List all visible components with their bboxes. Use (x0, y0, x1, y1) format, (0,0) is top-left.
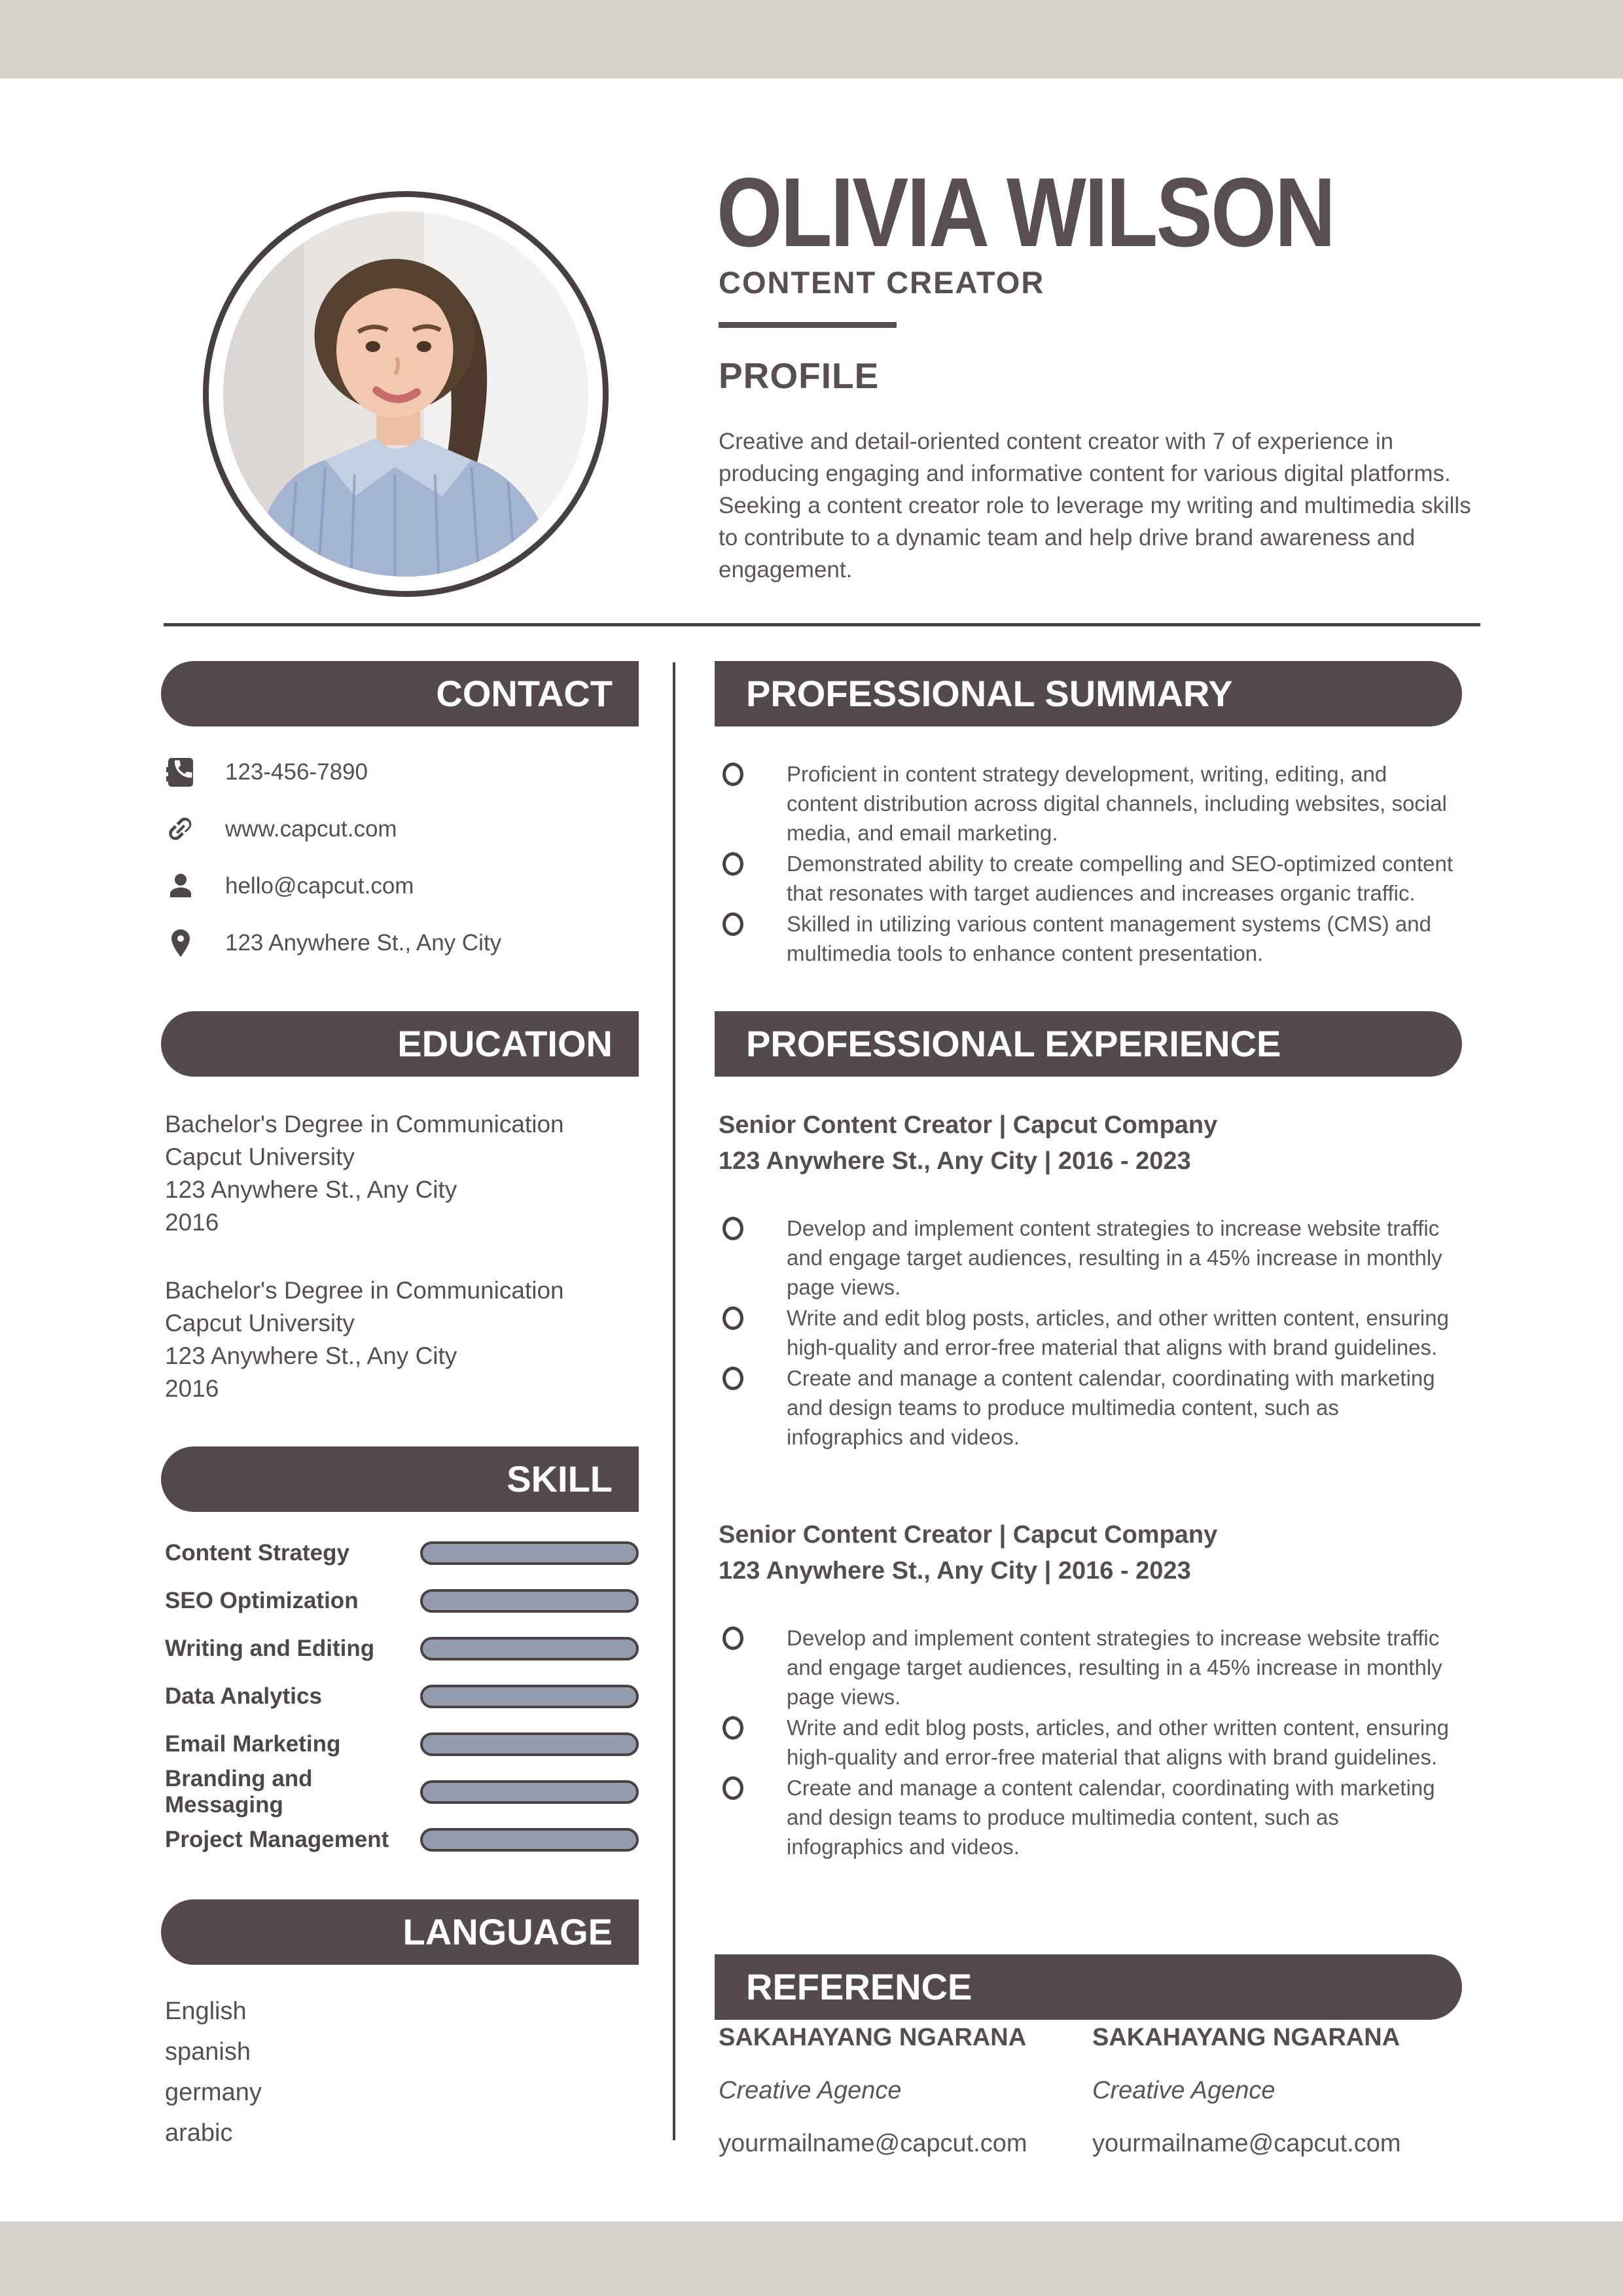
job-bullet (719, 1623, 1466, 1712)
contact-banner: CONTACT (161, 661, 639, 726)
job-bullet-text: Create and manage a content calendar, coordinating with marketing and design teams to produce multimedia content, such as infographics and videos. (787, 1366, 1435, 1449)
skill-row (165, 1731, 639, 1757)
skill-label: Writing and Editing (165, 1635, 375, 1661)
bullet-ring-icon (722, 912, 743, 936)
skill-label: Data Analytics (165, 1683, 322, 1709)
job-title: Senior Content Creator | Capcut Company (719, 1111, 1218, 1139)
location-icon (165, 927, 196, 959)
reference-name: SAKAHAYANG NGARANA (719, 2024, 1027, 2051)
name-heading: OLIVIA WILSON (717, 157, 1334, 267)
skill-row (165, 1765, 639, 1818)
photo-ring (203, 191, 609, 597)
job-meta: 123 Anywhere St., Any City | 2016 - 2023 (719, 1147, 1191, 1175)
skill-bar (420, 1589, 639, 1613)
profile-text: Creative and detail-oriented content creator with 7 of experience in producing engaging and informative content for various digital platforms. Seeking a content creator role to leverage my writing and multimedia skills to contribute to a dynamic team and help drive brand awareness and engagement. (719, 429, 1471, 583)
skill-bar (420, 1637, 639, 1660)
reference-company: Creative Agence (719, 2077, 902, 2104)
job-bullet (719, 1213, 1466, 1302)
summary-list (719, 759, 1466, 969)
skill-label: Content Strategy (165, 1539, 349, 1566)
job-bullet (719, 1713, 1466, 1772)
education-entry (165, 1108, 639, 1239)
skill-banner: SKILL (161, 1446, 639, 1512)
education-year: 2016 (165, 1375, 219, 1402)
job-bullet-text: Develop and implement content strategies to increase website traffic and engage target audiences, resulting in a 45% increase in monthly page views. (787, 1216, 1442, 1299)
skill-bar (420, 1732, 639, 1756)
bullet-ring-icon (722, 1306, 743, 1330)
person-icon (165, 870, 196, 902)
bullet-ring-icon (722, 1776, 743, 1800)
reference-entry (1092, 2024, 1466, 2158)
skill-bar (420, 1828, 639, 1852)
job-meta: 123 Anywhere St., Any City | 2016 - 2023 (719, 1557, 1191, 1585)
job-bullet-text: Develop and implement content strategies to increase website traffic and engage target audiences, resulting in a 45% increase in monthly page views. (787, 1626, 1442, 1709)
language-item: germany (165, 2079, 262, 2106)
contact-list (165, 753, 637, 980)
reference-company: Creative Agence (1092, 2077, 1275, 2104)
experience-job (719, 1107, 1466, 1453)
skill-list (165, 1539, 639, 1874)
reference-email: yourmailname@capcut.com (1092, 2130, 1401, 2157)
education-year: 2016 (165, 1209, 219, 1236)
summary-banner: PROFESSIONAL SUMMARY (715, 661, 1462, 726)
language-item: English (165, 1998, 247, 2025)
bullet-ring-icon (722, 1367, 743, 1390)
contact-address: 123 Anywhere St., Any City (225, 930, 502, 956)
contact-website: www.capcut.com (225, 816, 397, 842)
bottom-band (0, 2221, 1623, 2296)
job-bullet-list (719, 1213, 1466, 1452)
summary-bullet (719, 909, 1466, 968)
experience-job (719, 1517, 1466, 1863)
skill-label: Email Marketing (165, 1731, 341, 1757)
contact-email: hello@capcut.com (225, 873, 414, 899)
top-band (0, 0, 1623, 79)
column-divider (673, 662, 675, 2140)
portrait-illustration (223, 211, 588, 577)
skill-label: Project Management (165, 1826, 389, 1852)
reference-name: SAKAHAYANG NGARANA (1092, 2024, 1400, 2051)
job-bullet (719, 1303, 1466, 1362)
language-list (165, 1991, 262, 2153)
education-degree: Bachelor's Degree in Communication (165, 1277, 564, 1304)
reference-list (719, 2024, 1466, 2158)
summary-bullet-text: Skilled in utilizing various content management systems (CMS) and multimedia tools to enhance content presentation. (787, 912, 1431, 965)
job-bullet (719, 1773, 1466, 1861)
job-bullet-text: Write and edit blog posts, articles, and other written content, ensuring high-quality and error-free material that aligns with brand guidelines. (787, 1306, 1449, 1359)
education-degree: Bachelor's Degree in Communication (165, 1111, 564, 1138)
bullet-ring-icon (722, 1217, 743, 1240)
education-address: 123 Anywhere St., Any City (165, 1176, 457, 1203)
skill-row (165, 1826, 639, 1853)
skill-bar (420, 1780, 639, 1804)
contact-item-phone (165, 753, 637, 792)
education-address: 123 Anywhere St., Any City (165, 1342, 457, 1369)
skill-label: Branding and Messaging (165, 1765, 313, 1818)
profile-heading: PROFILE (719, 355, 880, 396)
reference-entry (719, 2024, 1092, 2158)
summary-bullet (719, 759, 1466, 848)
education-list (165, 1108, 639, 1441)
phone-icon (165, 757, 196, 788)
skill-label: SEO Optimization (165, 1587, 359, 1613)
language-item: spanish (165, 2038, 251, 2066)
header-divider (164, 623, 1480, 626)
summary-bullet-text: Demonstrated ability to create compelling and SEO-optimized content that resonates with target audiences and increases organic traffic. (787, 852, 1454, 905)
skill-row (165, 1635, 639, 1662)
profile-photo (223, 211, 588, 577)
contact-phone: 123-456-7890 (225, 759, 368, 785)
education-banner: EDUCATION (161, 1011, 639, 1077)
job-bullet-text: Create and manage a content calendar, coordinating with marketing and design teams to produce multimedia content, such as infographics and videos. (787, 1776, 1435, 1859)
education-school: Capcut University (165, 1310, 355, 1336)
contact-item-email (165, 867, 637, 906)
skill-row (165, 1539, 639, 1566)
contact-item-website (165, 810, 637, 849)
contact-item-address (165, 924, 637, 963)
bullet-ring-icon (722, 762, 743, 786)
language-item: arabic (165, 2119, 233, 2147)
job-bullet (719, 1363, 1466, 1452)
education-school: Capcut University (165, 1143, 355, 1170)
job-title: Senior Content Creator | Capcut Company (719, 1521, 1218, 1549)
reference-email: yourmailname@capcut.com (719, 2130, 1027, 2157)
summary-bullet (719, 849, 1466, 908)
bullet-ring-icon (722, 1626, 743, 1650)
skill-bar (420, 1541, 639, 1565)
reference-banner: REFERENCE (715, 1954, 1462, 2020)
language-banner: LANGUAGE (161, 1899, 639, 1965)
skill-row (165, 1587, 639, 1614)
job-title-subheading: CONTENT CREATOR (719, 265, 1045, 300)
skill-bar (420, 1685, 639, 1708)
experience-banner: PROFESSIONAL EXPERIENCE (715, 1011, 1462, 1077)
link-icon (165, 814, 196, 845)
job-bullet-text: Write and edit blog posts, articles, and other written content, ensuring high-quality and error-free material that aligns with brand guidelines. (787, 1715, 1449, 1769)
education-entry (165, 1274, 639, 1405)
title-underline (719, 322, 897, 328)
bullet-ring-icon (722, 1716, 743, 1740)
job-bullet-list (719, 1623, 1466, 1861)
summary-bullet-text: Proficient in content strategy development, writing, editing, and content distribution across digital channels, including websites, social media, and email marketing. (787, 762, 1447, 845)
bullet-ring-icon (722, 852, 743, 876)
skill-row (165, 1683, 639, 1710)
